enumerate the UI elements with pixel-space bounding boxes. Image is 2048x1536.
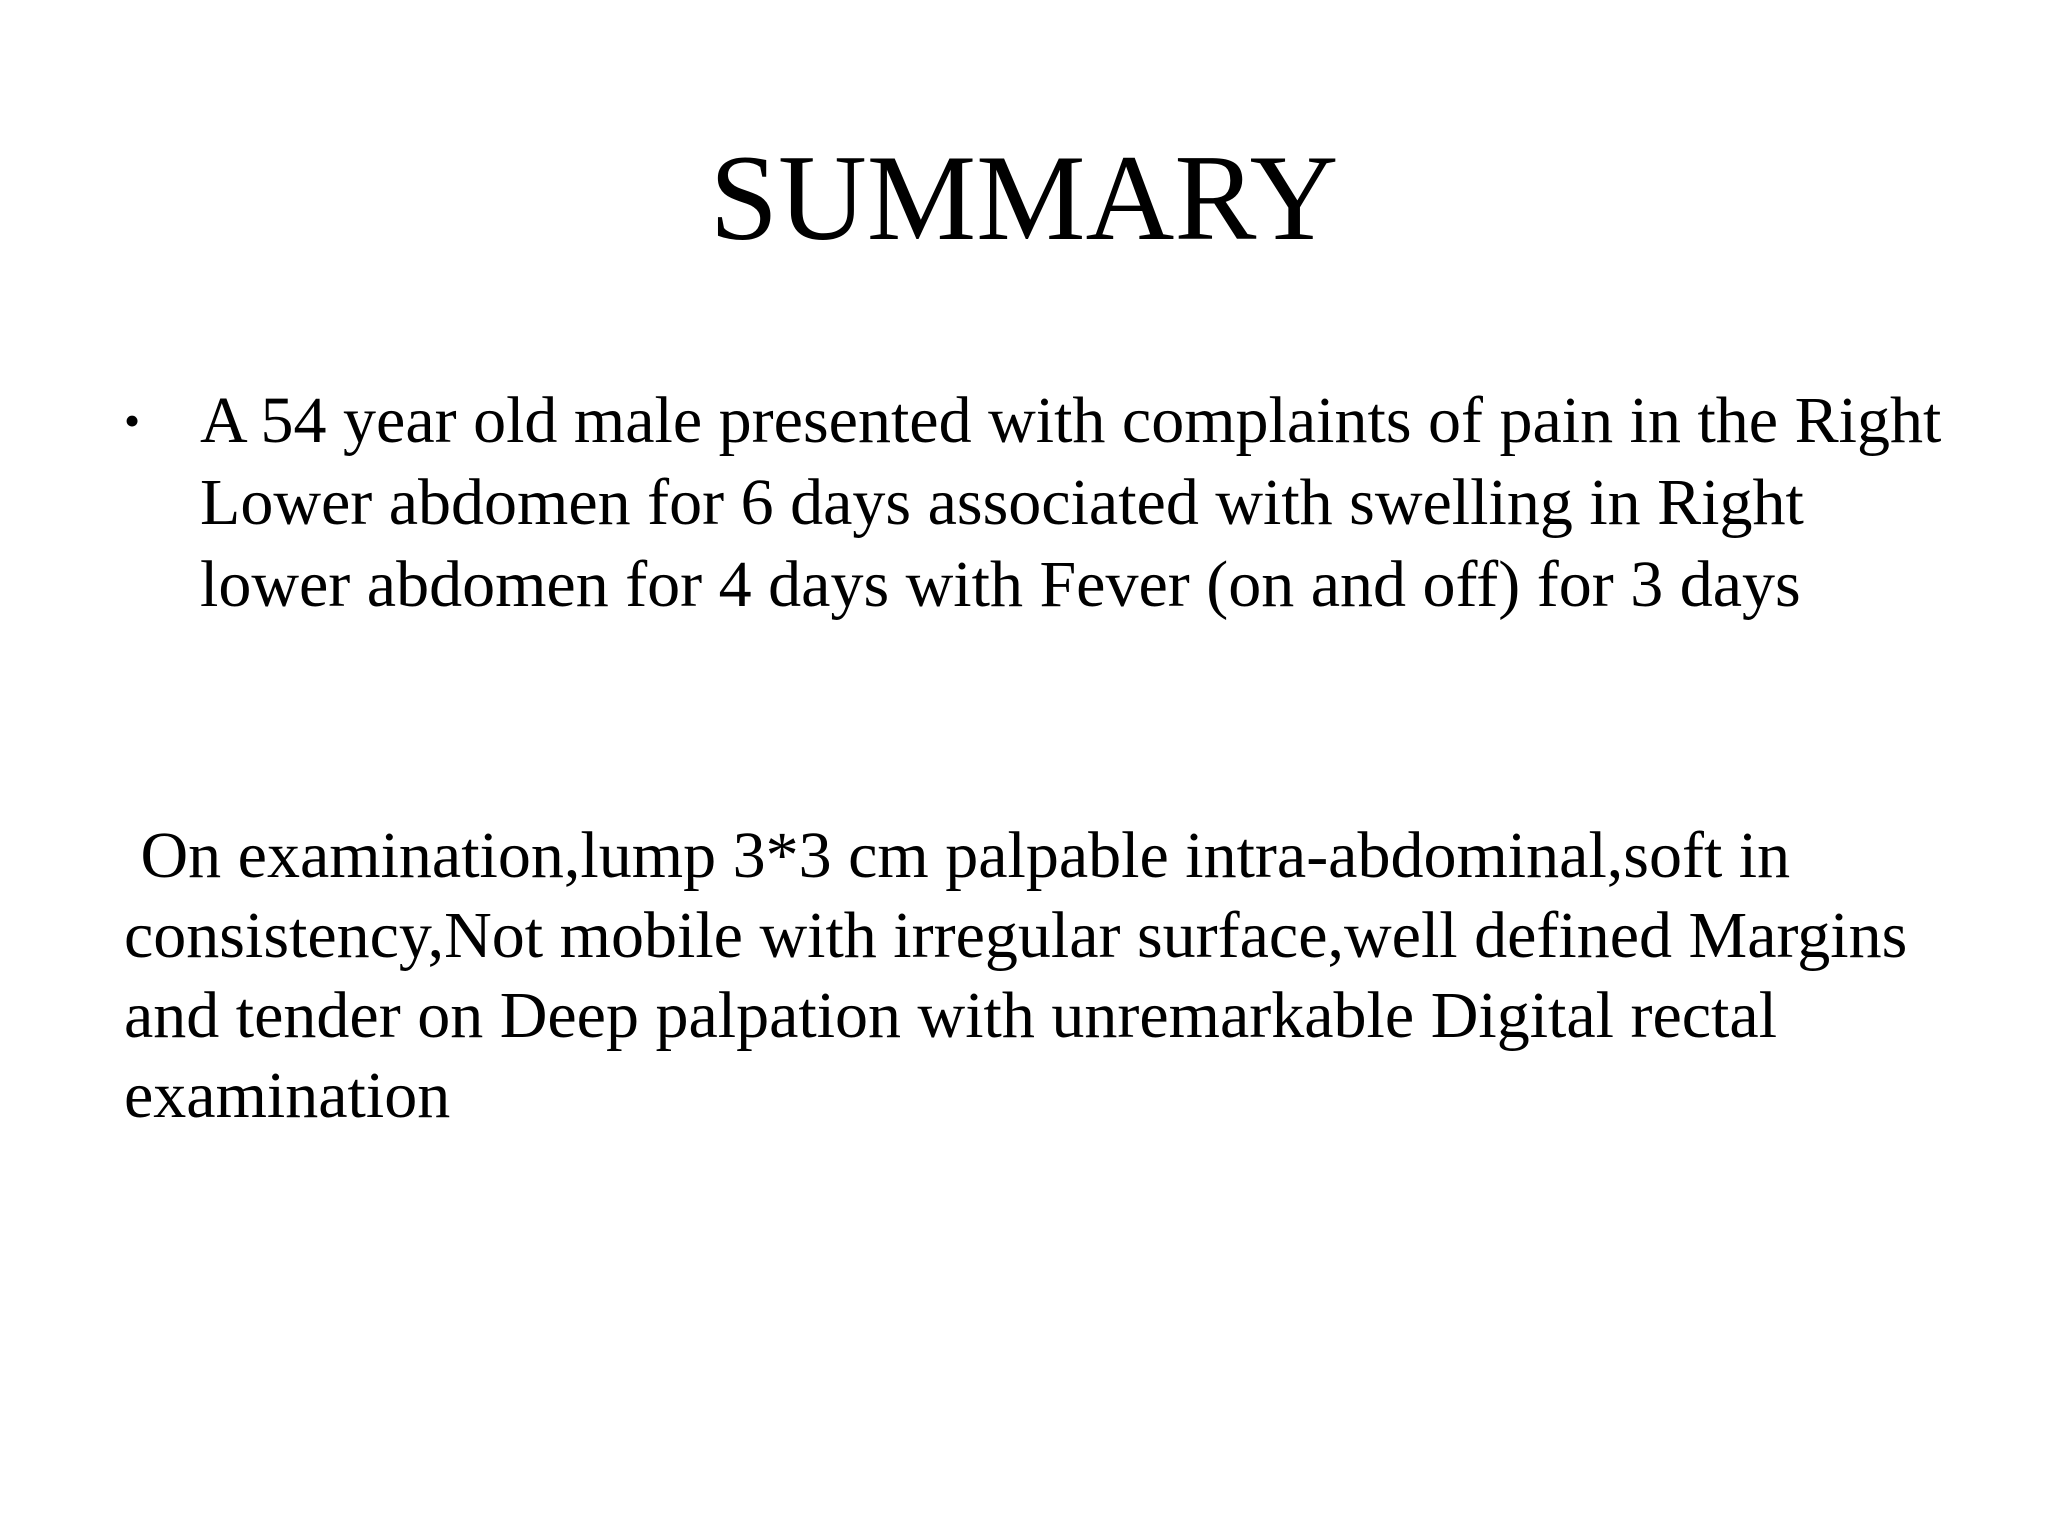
examination-paragraph: On examination,lump 3*3 cm palpable intra-abdominal,soft in consistency,Not mobile with irregular surface,well defined Margins and tender on Deep palpation with unremarkable Digital rectal examination (124, 819, 1924, 1132)
slide-title: SUMMARY (709, 129, 1339, 266)
bullet-item (124, 380, 1944, 626)
bullet-marker: • (124, 395, 141, 446)
bullet-text: A 54 year old male presented with complaints of pain in the Right Lower abdomen for 6 days associated with swelling in Right lower abdomen for 4 days with Fever (on and off) for 3 days (200, 384, 1942, 621)
